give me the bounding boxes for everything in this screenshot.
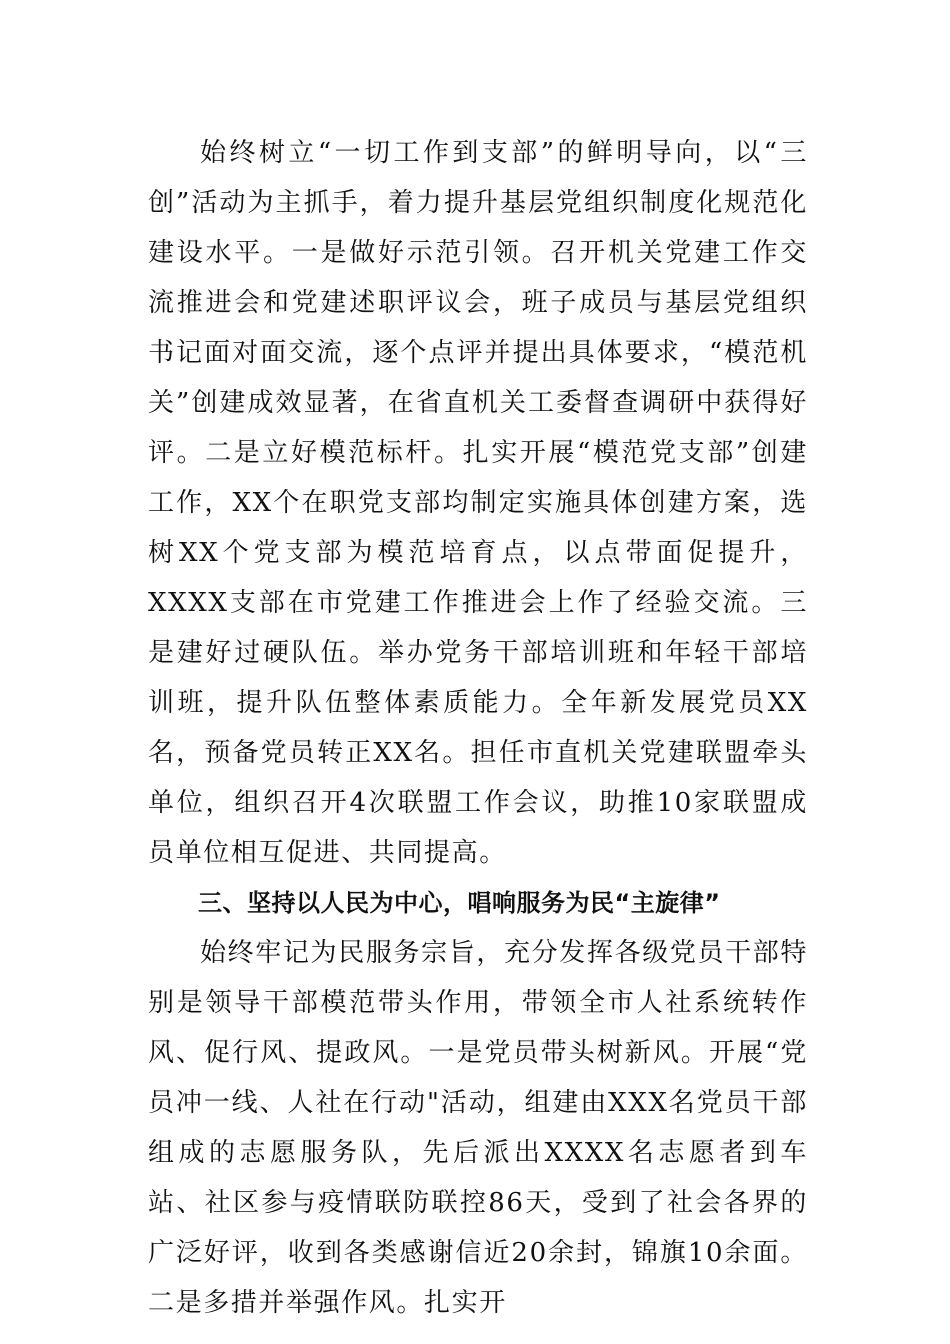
paragraph-branch-building: 始终树立“一切工作到支部”的鲜明导向，以“三创”活动为主抓手，着力提升基层党组织制度化规范化建设水平。一是做好示范引领。召开机关党建工作交流推进会和党建述职评议会，班子成员与基层党组织书记面对面交流，逐个点评并提出具体要求，“模范机关”创建成效显著，在省直机关工委督查调研中获得好评。二是立好模范标杆。扎实开展“模范党支部”创建工作，XX个在职党支部均制定实施具体创建方案，选树XX个党支部为模范培育点，以点带面促提升，XXXX支部在市党建工作推进会上作了经验交流。三是建好过硬队伍。举办党务干部培训班和年轻干部培训班，提升队伍整体素质能力。全年新发展党员XX名，预备党员转正XX名。担任市直机关党建联盟牵头单位，组织召开4次联盟工作会议，助推10家联盟成员单位相互促进、共同提高。 (148, 138, 808, 868)
paragraph-serve-people: 始终牢记为民服务宗旨，充分发挥各级党员干部特别是领导干部模范带头作用，带领全市人社系统转作风、促行风、提政风。一是党员带头树新风。开展“党员冲一线、人社在行动"活动，组建由XXX名党员干部组成的志愿服务队，先后派出XXXX名志愿者到车站、社区参与疫情联防联控86天，受到了社会各界的广泛好评，收到各类感谢信近20余封，锦旗10余面。二是多措并举强作风。扎实开 (148, 938, 808, 1318)
document-body (148, 128, 808, 1328)
section-heading-serve-people: 三、坚持以人民为中心，唱响服务为民“主旋律” (198, 889, 721, 917)
